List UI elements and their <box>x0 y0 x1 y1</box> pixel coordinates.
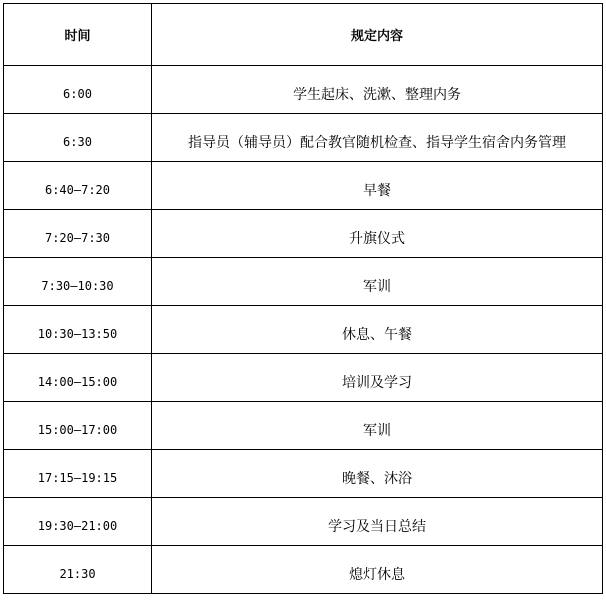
time-cell: 6:00 <box>4 66 152 114</box>
table-row <box>4 354 603 402</box>
content-cell: 培训及学习 <box>152 354 603 402</box>
content-cell: 学生起床、洗漱、整理内务 <box>152 66 603 114</box>
content-cell: 休息、午餐 <box>152 306 603 354</box>
content-cell: 学习及当日总结 <box>152 498 603 546</box>
content-cell: 军训 <box>152 258 603 306</box>
table-row <box>4 546 603 594</box>
table-row <box>4 402 603 450</box>
table-row <box>4 498 603 546</box>
time-cell: 15:00—17:00 <box>4 402 152 450</box>
time-cell: 10:30—13:50 <box>4 306 152 354</box>
content-cell: 指导员（辅导员）配合教官随机检查、指导学生宿舍内务管理 <box>152 114 603 162</box>
content-cell: 熄灯休息 <box>152 546 603 594</box>
table-row <box>4 258 603 306</box>
time-cell: 17:15—19:15 <box>4 450 152 498</box>
table-row <box>4 450 603 498</box>
table-row <box>4 306 603 354</box>
table-row <box>4 162 603 210</box>
table-row <box>4 210 603 258</box>
time-cell: 14:00—15:00 <box>4 354 152 402</box>
content-cell: 军训 <box>152 402 603 450</box>
header-time: 时间 <box>4 4 152 66</box>
table-header-row <box>4 4 603 66</box>
schedule-table <box>3 3 603 594</box>
table-row <box>4 114 603 162</box>
time-cell: 7:20—7:30 <box>4 210 152 258</box>
time-cell: 7:30—10:30 <box>4 258 152 306</box>
time-cell: 21:30 <box>4 546 152 594</box>
time-cell: 6:40—7:20 <box>4 162 152 210</box>
content-cell: 晚餐、沐浴 <box>152 450 603 498</box>
table-row <box>4 66 603 114</box>
content-cell: 升旗仪式 <box>152 210 603 258</box>
time-cell: 6:30 <box>4 114 152 162</box>
header-content: 规定内容 <box>152 4 603 66</box>
time-cell: 19:30—21:00 <box>4 498 152 546</box>
content-cell: 早餐 <box>152 162 603 210</box>
